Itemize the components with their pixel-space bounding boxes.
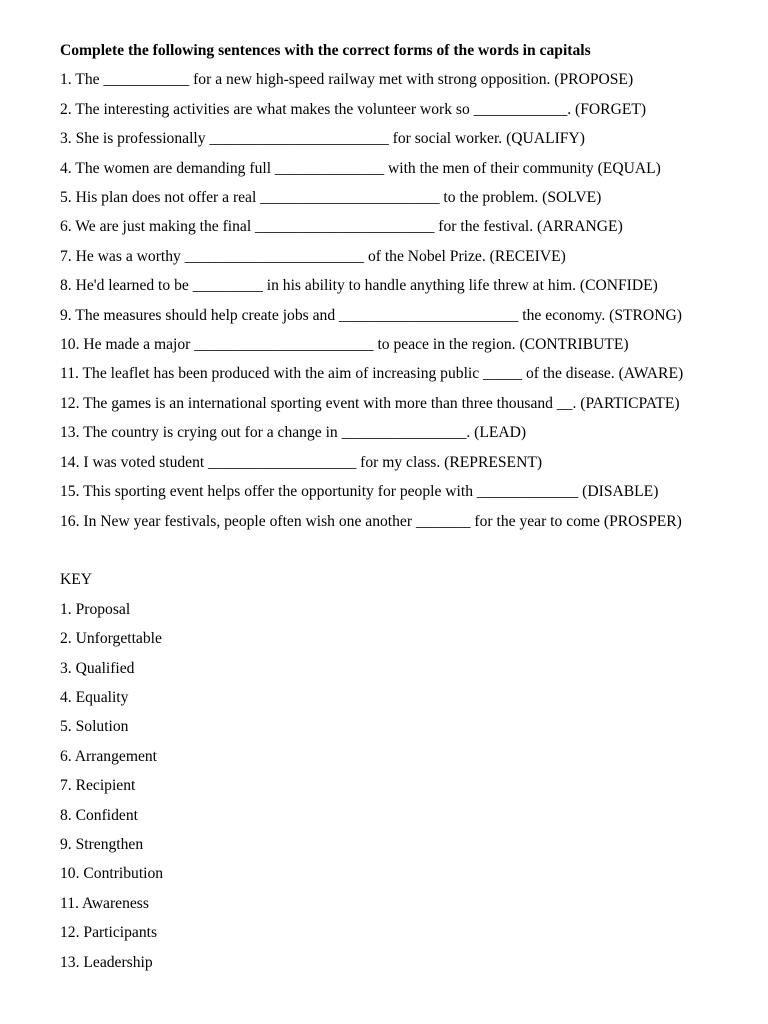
answer-item: 7. Recipient xyxy=(60,777,136,795)
question-item: 9. The measures should help create jobs and _______________________ the economy. (STRONG) xyxy=(60,306,682,324)
question-item: 10. He made a major _______________________ to peace in the region. (CONTRIBUTE) xyxy=(60,336,629,354)
answer-item: 4. Equality xyxy=(60,688,129,706)
answer-item: 11. Awareness xyxy=(60,894,149,912)
section-spacer xyxy=(60,536,748,565)
answer-item: 5. Solution xyxy=(60,718,129,736)
answer-key-list xyxy=(60,595,748,977)
answer-item: 1. Proposal xyxy=(60,600,131,618)
worksheet-title: Complete the following sentences with the correct forms of the words in capitals xyxy=(60,42,591,59)
answer-item: 13. Leadership xyxy=(60,953,153,971)
question-item: 13. The country is crying out for a change in ________________. (LEAD) xyxy=(60,424,527,442)
answer-item: 2. Unforgettable xyxy=(60,630,162,648)
answer-item: 6. Arrangement xyxy=(60,747,157,765)
question-item: 11. The leaflet has been produced with the aim of increasing public _____ of the disease. (AWARE) xyxy=(60,365,684,383)
answer-item: 12. Participants xyxy=(60,924,158,942)
answer-item: 8. Confident xyxy=(60,806,138,824)
question-item: 2. The interesting activities are what makes the volunteer work so ____________. (FORGET) xyxy=(60,100,647,118)
question-item: 12. The games is an international sporting event with more than three thousand __. (PARTICPATE) xyxy=(60,394,680,412)
question-item: 5. His plan does not offer a real _______________________ to the problem. (SOLVE) xyxy=(60,189,602,207)
question-item: 4. The women are demanding full ______________ with the men of their community (EQUAL) xyxy=(60,159,661,177)
answer-item: 10. Contribution xyxy=(60,865,164,883)
question-item: 1. The ___________ for a new high-speed railway met with strong opposition. (PROPOSE) xyxy=(60,71,634,89)
question-item: 14. I was voted student ___________________ for my class. (REPRESENT) xyxy=(60,453,543,471)
question-item: 7. He was a worthy _______________________ of the Nobel Prize. (RECEIVE) xyxy=(60,247,566,265)
question-item: 3. She is professionally _______________________ for social worker. (QUALIFY) xyxy=(60,130,585,148)
question-item: 15. This sporting event helps offer the opportunity for people with _____________ (DISABLE) xyxy=(60,483,659,501)
key-heading: KEY xyxy=(60,571,93,589)
question-item: 8. He'd learned to be _________ in his ability to handle anything life threw at him. (CONFIDE) xyxy=(60,277,658,295)
question-item: 16. In New year festivals, people often wish one another _______ for the year to come (PROSPER) xyxy=(60,512,682,530)
question-list xyxy=(60,65,748,536)
answer-item: 3. Qualified xyxy=(60,659,135,677)
question-item: 6. We are just making the final _______________________ for the festival. (ARRANGE) xyxy=(60,218,623,236)
answer-item: 9. Strengthen xyxy=(60,835,144,853)
